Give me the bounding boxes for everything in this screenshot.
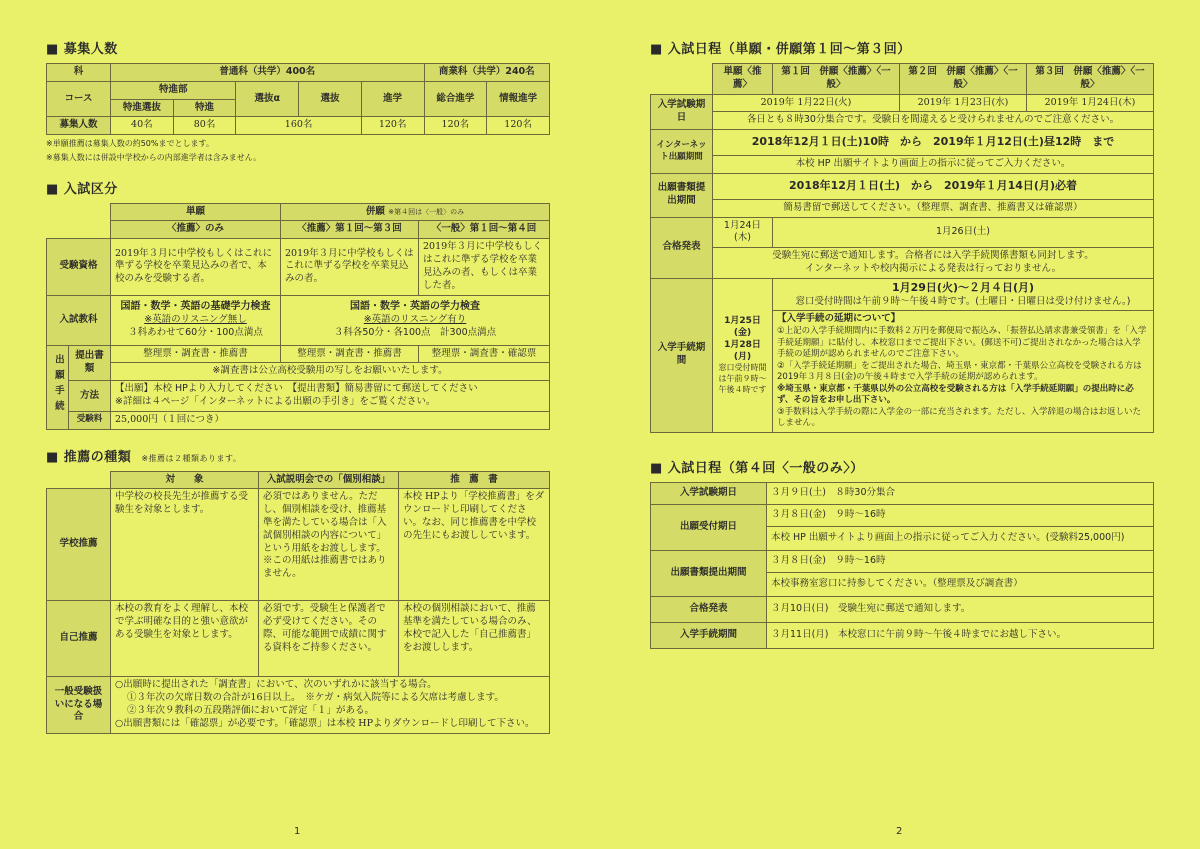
cell-net-note: 本校 HP 出願サイトより画面上の指示に従ってご入力ください。 bbox=[713, 156, 1154, 174]
tetsu-tangan-b: 1月28日(月) bbox=[724, 339, 761, 363]
note-boshu-2: ※募集人数には併設中学校からの内部進学者は含みません。 bbox=[46, 153, 262, 163]
cell-boshu-4: 120名 bbox=[361, 117, 424, 135]
gokaku-note-1: 受験生宛に郵送で通知します。合格者には入学手続関係書類も同封します。 bbox=[772, 250, 1094, 262]
header-futsu: 普通科（共学）400名 bbox=[111, 64, 425, 82]
cell-4-shorui-a: ３月８日(金) ９時〜16時 bbox=[767, 550, 1154, 572]
blank-cell bbox=[47, 203, 111, 239]
cell-shorui: 2018年12月１日(土) から 2019年１月14日(月)必着 bbox=[713, 173, 1154, 199]
section-title-boshu: ■ 募集人数 bbox=[46, 42, 118, 57]
section-title-kubun: ■ 入試区分 bbox=[46, 181, 118, 197]
right-page bbox=[600, 0, 1200, 849]
cell-shiken-note: 各日とも８時30分集合です。受験日を間違えると受けられませんのでご注意ください。 bbox=[713, 112, 1154, 130]
suisen-title-note: ※推薦は２種類あります。 bbox=[141, 453, 242, 463]
cell-tetsu-tangan bbox=[713, 278, 773, 432]
heigan-label: 併願 bbox=[365, 205, 385, 217]
suisen-table bbox=[46, 471, 550, 734]
cell-ippan bbox=[111, 677, 550, 733]
cell-boshu-6: 120名 bbox=[487, 117, 550, 135]
ippan-2: ①３年次の欠席日数の合計が16日以上。 ※ケガ・病気入院等による欠席は考慮します。 bbox=[127, 692, 504, 704]
row-net: インターネット出願期間 bbox=[651, 130, 713, 174]
enki-2: ②「入学手続延期願」をご提出された場合、埼玉県・東京都・千葉県公立高校を受験される方は2019年３月８日(金)の午後４時まで入学手続の延期が認められます。 bbox=[777, 360, 1142, 383]
header-taisho: 対 象 bbox=[111, 471, 259, 489]
row-kyoka: 入試教科 bbox=[47, 295, 111, 345]
row-ryo: 受験料 bbox=[69, 411, 111, 429]
cell-shikaku-2: 2019年３月に中学校もしくはこれに準ずる学校を卒業見込みの者。 bbox=[281, 239, 419, 295]
kyoka2-a: 国語・数学・英語の学力検査 bbox=[350, 301, 480, 313]
cell-boshu-3: 160名 bbox=[236, 117, 361, 135]
cell-enki bbox=[773, 311, 1154, 432]
row-4-shiken: 入学試験期日 bbox=[651, 482, 767, 504]
cell-4-tetsu: ３月11日(月) 本校窓口に午前９時〜午後４時までにお越し下さい。 bbox=[767, 622, 1154, 648]
page-number-2: 2 bbox=[896, 826, 903, 837]
kyoka2-c: ３科各50分・各100点 計300点満点 bbox=[333, 326, 497, 338]
header-sub-3: 〈一般〉第１回〜第４回 bbox=[419, 221, 550, 239]
enki-3: ※埼玉県・東京都・千葉県以外の公立高校を受験される方は「入学手続延期願」の提出時に必ず、その旨をお申し出下さい。 bbox=[777, 383, 1134, 406]
cell-gokaku-1: 1月24日(木) bbox=[713, 217, 773, 248]
blank-cell bbox=[651, 64, 713, 95]
row-shorui: 提出書類 bbox=[69, 345, 111, 381]
nittei4-table bbox=[650, 482, 1154, 649]
row-gokaku: 合格発表 bbox=[651, 217, 713, 278]
row-shikaku: 受験資格 bbox=[47, 239, 111, 295]
cell-net: 2018年12月１日(土)10時 から 2019年１月12日(土)昼12時 まで bbox=[713, 130, 1154, 156]
cell-4-uketsuke-a: ３月８日(金) ９時〜16時 bbox=[767, 504, 1154, 526]
gokaku-note-2: インターネットや校内掲示による発表は行っておりません。 bbox=[804, 263, 1062, 274]
tetsu-main: 1月29日(火)〜２月４日(月) bbox=[891, 280, 1035, 294]
cell-4-shiken: ３月９日(土) ８時30分集合 bbox=[767, 482, 1154, 504]
suisen-title: ■ 推薦の種類 bbox=[46, 449, 132, 465]
cell-shorui-2: 整理票・調査書・推薦書 bbox=[281, 345, 419, 363]
header-ka: 科 bbox=[47, 64, 111, 82]
row-hoho: 方法 bbox=[69, 381, 111, 412]
cell-gakko-3: 本校 HPより「学校推薦書」をダウンロードし印刷してください。なお、同じ推薦書を中学校の先生にもお渡ししています。 bbox=[399, 489, 550, 601]
row-4-uketsuke: 出願受付期日 bbox=[651, 504, 767, 550]
cell-date-3: 2019年 1月24日(木) bbox=[1027, 94, 1154, 112]
heigan-note: ※第４回は〈一般〉のみ bbox=[388, 207, 465, 216]
hoho-2: ※詳細は４ページ「インターネットによる出願の手引き」をご覧ください。 bbox=[115, 395, 436, 407]
section-title-nittei-4: ■ 入試日程（第４回〈一般のみ〉） bbox=[650, 460, 864, 476]
kubun-table bbox=[46, 203, 550, 430]
cell-gokaku-note bbox=[713, 248, 1154, 279]
row-tetsu: 入学手続期間 bbox=[651, 278, 713, 432]
note-boshu-1: ※単願推薦は募集人数の約50%までとします。 bbox=[46, 139, 214, 149]
cell-ryo: 25,000円（１回につき） bbox=[111, 411, 550, 429]
header-shingaku: 進学 bbox=[361, 81, 424, 117]
header-tokushin2: 特進 bbox=[173, 99, 236, 117]
tetsu-tangan-c: 窓口受付時間は午前９時〜午後４時です bbox=[718, 363, 767, 394]
cell-kyoka-2 bbox=[281, 295, 550, 345]
header-round-2: 第２回 併願〈推薦〉〈一般〉 bbox=[900, 64, 1027, 95]
cell-jiko-1: 本校の教育をよく理解し、本校で学ぶ明確な目的と強い意欲がある受験生を対象とします。 bbox=[111, 601, 259, 677]
cell-boshu-2: 80名 bbox=[173, 117, 236, 135]
kyoka2-b: ※英語のリスニング有り bbox=[363, 313, 467, 325]
header-joho: 情報進学 bbox=[487, 81, 550, 117]
cell-kyoka-1 bbox=[111, 295, 281, 345]
row-shorui: 出願書類提出期間 bbox=[651, 173, 713, 217]
header-tangan: 単願〈推薦〉 bbox=[713, 64, 773, 95]
row-4-shorui: 出願書類提出期間 bbox=[651, 550, 767, 596]
row-gakko: 学校推薦 bbox=[47, 489, 111, 601]
tetsu-tangan-a: 1月25日(金) bbox=[724, 315, 761, 338]
header-sub-1: 〈推薦〉のみ bbox=[111, 221, 281, 239]
cell-shikaku-1: 2019年３月に中学校もしくはこれに準ずる学校を卒業見込みの者で、本校のみを受験する者。 bbox=[111, 239, 281, 295]
header-round-3: 第３回 併願〈推薦〉〈一般〉 bbox=[1027, 64, 1154, 95]
row-shiken: 入学試験期日 bbox=[651, 94, 713, 130]
header-senbatsu: 選抜 bbox=[299, 81, 362, 117]
cell-shorui-1: 整理票・調査書・推薦書 bbox=[111, 345, 281, 363]
cell-tetsu-main bbox=[773, 278, 1154, 311]
cell-gakko-1: 中学校の校長先生が推薦する受験生を対象とします。 bbox=[111, 489, 259, 601]
cell-boshu-5: 120名 bbox=[424, 117, 487, 135]
row-4-gokaku: 合格発表 bbox=[651, 596, 767, 622]
cell-gokaku-2: 1月26日(土) bbox=[773, 217, 1154, 248]
header-tokushin: 特進部 bbox=[111, 81, 236, 99]
header-sogo: 総合進学 bbox=[424, 81, 487, 117]
cell-jiko-3: 本校の個別相談において、推薦基準を満たしている場合のみ、本校で記入した「自己推薦書」をお渡しします。 bbox=[399, 601, 550, 677]
hoho-1: 【出願】本校 HPより入力してください 【提出書類】簡易書留にて郵送してください bbox=[115, 383, 478, 395]
header-tokushin-senbatsu: 特進選抜 bbox=[111, 99, 174, 117]
page-number-1: 1 bbox=[294, 826, 301, 837]
enki-4: ③手数料は入学手続の際に入学金の一部に充当されます。ただし、入学辞退の場合はお返しいたしません。 bbox=[777, 406, 1141, 429]
tetsuzuki-label: 出願手続 bbox=[52, 353, 64, 416]
tetsu-main-note: 窓口受付時間は午前９時〜午後４時です。(土曜日・日曜日は受け付けません。) bbox=[795, 295, 1131, 307]
cell-4-uketsuke-b: 本校 HP 出願サイトより画面上の指示に従ってご入力ください。(受験料25,000円) bbox=[767, 526, 1154, 550]
section-title-suisen bbox=[46, 446, 550, 465]
ippan-4: ○出願書類には「確認票」が必要です。「確認票」は本校 HPよりダウンロードし印刷して下さい。 bbox=[115, 717, 535, 729]
boshu-table bbox=[46, 63, 550, 135]
row-tetsuzuki bbox=[47, 345, 69, 429]
header-shogyo: 商業科（共学）240名 bbox=[424, 64, 549, 82]
cell-shikaku-3: 2019年３月に中学校もしくはこれに準ずる学校を卒業見込みの者、もしくは卒業した者。 bbox=[419, 239, 550, 295]
cell-4-shorui-b: 本校事務室窓口に持参してください。（整理票及び調査書） bbox=[767, 572, 1154, 596]
cell-date-2: 2019年 1月23日(水) bbox=[900, 94, 1027, 112]
header-sub-2: 〈推薦〉第１回〜第３回 bbox=[281, 221, 419, 239]
header-kobetsu: 入試説明会での「個別相談」 bbox=[259, 471, 399, 489]
ippan-3: ②３年次９教科の五段階評価において評定「１」がある。 bbox=[127, 705, 375, 716]
cell-boshu-1: 40名 bbox=[111, 117, 174, 135]
kyoka1-c: ３科あわせて60分・100点満点 bbox=[128, 326, 263, 338]
header-suisensho: 推 薦 書 bbox=[399, 471, 550, 489]
row-4-tetsu: 入学手続期間 bbox=[651, 622, 767, 648]
header-course: コース bbox=[47, 81, 111, 117]
cell-gakko-2: 必須ではありません。ただし、個別相談を受け、推薦基準を満たしている場合は「入試個別相談の内容について」という用紙をお渡しします。※この用紙は推薦書ではありません。 bbox=[259, 489, 399, 601]
cell-shorui-3: 整理票・調査書・確認票 bbox=[419, 345, 550, 363]
section-title-nittei-1: ■ 入試日程（単願・併願第１回〜第３回） bbox=[650, 42, 911, 57]
blank-cell bbox=[47, 471, 111, 489]
nittei-table bbox=[650, 63, 1154, 433]
kyoka1-a: 国語・数学・英語の基礎学力検査 bbox=[120, 301, 271, 313]
header-boshu: 募集人数 bbox=[47, 117, 111, 135]
kyoka1-b: ※英語のリスニング無し bbox=[144, 313, 247, 325]
cell-jiko-2: 必須です。受験生と保護者で必ず受けてください。その際、可能な範囲で成績に関する資料をご持参ください。 bbox=[259, 601, 399, 677]
header-round-1: 第１回 併願〈推薦〉〈一般〉 bbox=[773, 64, 900, 95]
cell-date-1: 2019年 1月22日(火) bbox=[713, 94, 900, 112]
cell-4-gokaku: ３月10日(日) 受験生宛に郵送で通知します。 bbox=[767, 596, 1154, 622]
header-heigan bbox=[281, 203, 550, 221]
cell-hoho bbox=[111, 381, 550, 412]
cell-shorui-note: 簡易書留で郵送してください。（整理票、調査書、推薦書又は確認票） bbox=[713, 199, 1154, 217]
header-senbatsu-a: 選抜α bbox=[236, 81, 299, 117]
cell-shorui-note: ※調査書は公立高校受験用の写しをお願いいたします。 bbox=[111, 363, 550, 381]
enki-1: ①上記の入学手続期間内に手数料２万円を郵便局で振込み、「振替払込請求書兼受領書」を「入学手続延期願」に貼付し、本校窓口までご提出下さい。(郵送不可)ご提出されなかった場合は入学手続の延期が認められませんのでご注意下さい。 bbox=[777, 326, 1147, 360]
row-ippan: 一般受験扱いになる場合 bbox=[47, 677, 111, 733]
header-tangan: 単願 bbox=[111, 203, 281, 221]
row-jiko: 自己推薦 bbox=[47, 601, 111, 677]
enki-title: 【入学手続の延期について】 bbox=[777, 313, 901, 325]
ippan-1: ○出願時に提出された「調査書」において、次のいずれかに該当する場合。 bbox=[115, 679, 437, 691]
